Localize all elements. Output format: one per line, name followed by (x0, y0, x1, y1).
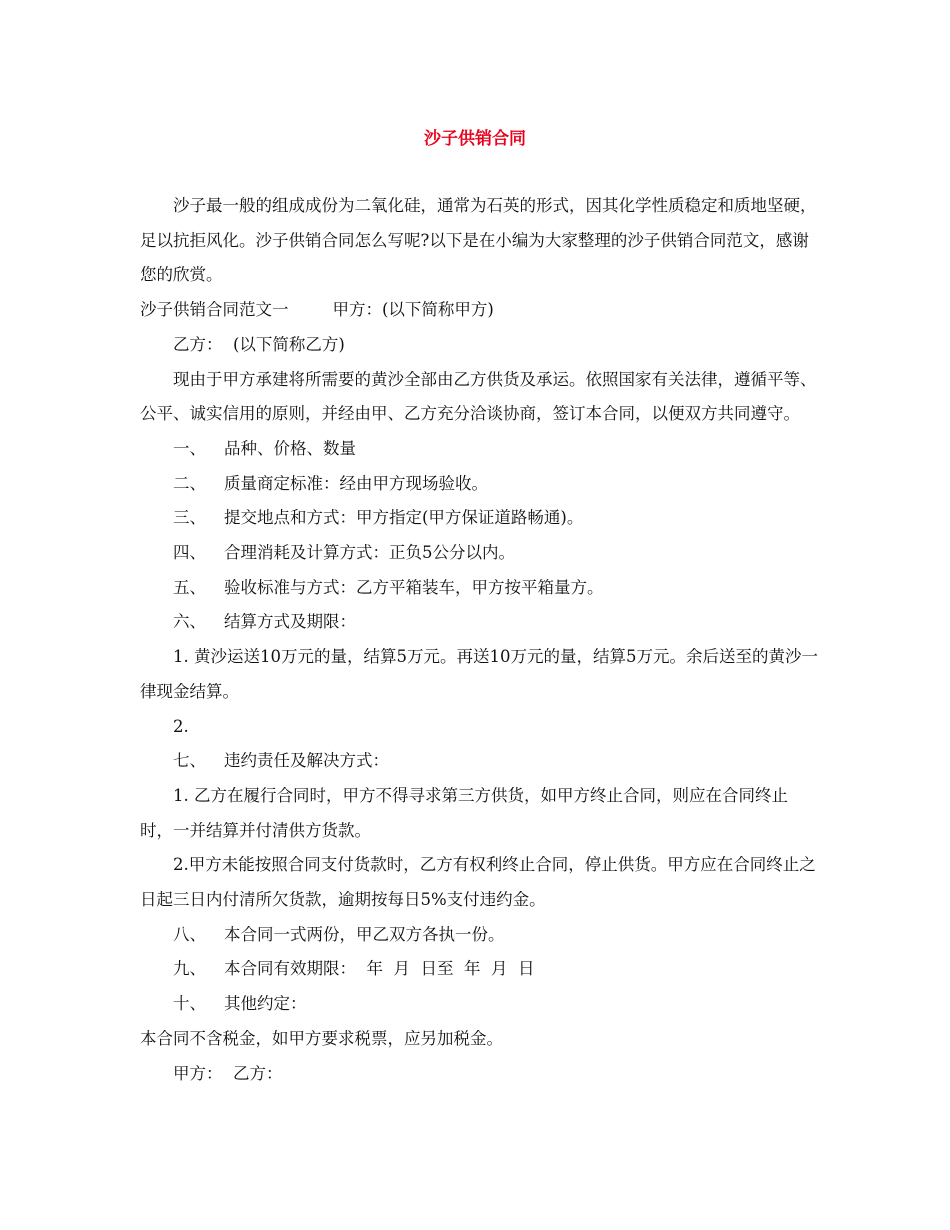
clause-number: 七、 (173, 751, 206, 771)
tax-note: 本合同不含税金，如甲方要求税票，应另加税金。 (140, 1028, 503, 1048)
clause-text: 结算方式及期限： (224, 612, 356, 632)
signature-line: 甲方： 乙方： (173, 1063, 283, 1083)
clause-5 (140, 571, 820, 606)
document-body (140, 189, 820, 1091)
clause-number: 一、 (173, 438, 206, 458)
liability-item-2: 2.甲方未能按照合同支付货款时，乙方有权利终止合同，停止供货。甲方应在合同终止之日起三日内付清所欠货款，逾期按每日5%支付违约金。 (140, 855, 816, 910)
party-b-line: 乙方： (以下简称乙方) (173, 334, 345, 354)
clause-text: 合理消耗及计算方式：正负5公分以内。 (224, 543, 515, 563)
sample-heading-line (140, 293, 820, 328)
clause-6 (140, 605, 820, 640)
liability-item-1: 1. 乙方在履行合同时，甲方不得寻求第三方供货，如甲方终止合同，则应在合同终止时，一并结算并付清供方货款。 (140, 785, 788, 840)
clause-text: 本合同一式两份，甲乙双方各执一份。 (224, 924, 505, 944)
clause-number: 六、 (173, 612, 206, 632)
sample-heading: 沙子供销合同范文一 (140, 300, 289, 320)
clause-3 (140, 501, 820, 536)
clause-number: 九、 (173, 959, 206, 979)
clause-text: 违约责任及解决方式： (224, 751, 389, 771)
clause-number: 十、 (173, 994, 206, 1014)
clause-7 (140, 744, 820, 779)
clause-number: 五、 (173, 577, 206, 597)
clause-text: 提交地点和方式：甲方指定(甲方保证道路畅通)。 (224, 508, 584, 528)
clause-number: 二、 (173, 473, 206, 493)
clause-number: 八、 (173, 924, 206, 944)
clause-text: 验收标准与方式：乙方平箱装车，甲方按平箱量方。 (224, 577, 604, 597)
clause-text: 质量商定标准：经由甲方现场验收。 (224, 473, 488, 493)
clause-2 (140, 467, 820, 502)
clause-9 (140, 952, 820, 987)
clause-1 (140, 432, 820, 467)
intro-paragraph: 沙子最一般的组成成份为二氧化硅，通常为石英的形式，因其化学性质稳定和质地坚硬，足以抗拒风化。沙子供销合同怎么写呢?以下是在小编为大家整理的沙子供销合同范文，感谢您的欣赏。 (140, 196, 817, 285)
clause-10 (140, 987, 820, 1022)
settlement-item-1: 1. 黄沙运送10万元的量，结算5万元。再送10万元的量，结算5万元。余后送至的黄沙一律现金结算。 (140, 647, 818, 701)
clause-text: 本合同有效期限： 年 月 日至 年 月 日 (224, 959, 535, 979)
clause-number: 三、 (173, 508, 206, 528)
clause-4 (140, 536, 820, 571)
clause-8 (140, 918, 820, 953)
settlement-item-2: 2. (173, 716, 189, 736)
preamble-paragraph: 现由于甲方承建将所需要的黄沙全部由乙方供货及承运。依照国家有关法律，遵循平等、公平、诚实信用的原则，并经由甲、乙方充分洽谈协商，签订本合同，以便双方共同遵守。 (140, 369, 817, 424)
clause-text: 品种、价格、数量 (224, 438, 356, 458)
party-a-line: 甲方：(以下简称甲方) (332, 300, 494, 320)
clause-number: 四、 (173, 543, 206, 563)
document-title: 沙子供销合同 (424, 129, 526, 149)
clause-text: 其他约定： (224, 994, 307, 1014)
